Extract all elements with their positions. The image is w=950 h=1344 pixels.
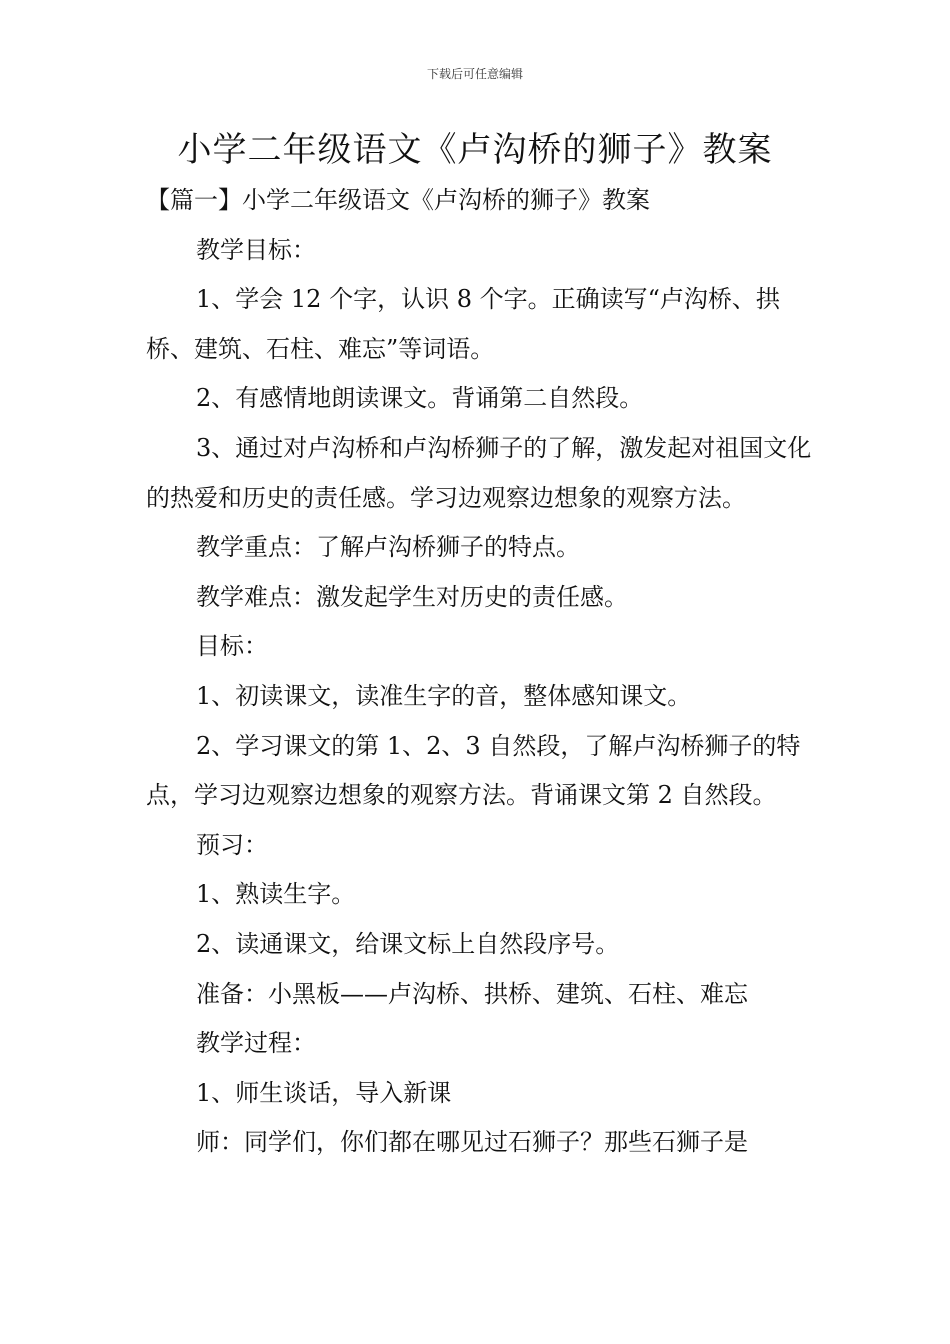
- paragraph-preview-2: 2、读通课文，给课文标上自然段序号。: [196, 929, 620, 958]
- paragraph-section-heading: 【篇一】小学二年级语文《卢沟桥的狮子》教案: [146, 186, 650, 214]
- paragraph-preview-1: 1、熟读生字。: [196, 880, 356, 909]
- paragraph-process-step-1: 1、师生谈话，导入新课: [196, 1078, 452, 1107]
- paragraph-goal-1: 1、学会 12 个字，认识 8 个字。正确读写“卢沟桥、拱桥、建筑、石柱、难忘”等词语。: [146, 285, 780, 363]
- document-title: 小学二年级语文《卢沟桥的狮子》教案: [177, 130, 773, 170]
- paragraph-objective-1: 1、初读课文，读准生字的音，整体感知课文。: [196, 681, 692, 710]
- paragraph-goal-3: 3、通过对卢沟桥和卢沟桥狮子的了解，激发起对祖国文化的热爱和历史的责任感。学习边观察边想象的观察方法。: [146, 433, 812, 512]
- paragraph-teacher-dialogue: 师：同学们，你们都在哪见过石狮子？那些石狮子是: [196, 1128, 748, 1157]
- paragraph-key-point: 教学重点：了解卢沟桥狮子的特点。: [196, 533, 580, 562]
- paragraph-preparation: 准备：小黑板——卢沟桥、拱桥、建筑、石柱、难忘: [196, 979, 748, 1008]
- paragraph-difficult-point: 教学难点：激发起学生对历史的责任感。: [196, 582, 628, 611]
- paragraph-teaching-goals-label: 教学目标：: [196, 235, 316, 264]
- paragraph-process-label: 教学过程：: [196, 1029, 316, 1058]
- paragraph-objective-2: 2、学习课文的第 1、2、3 自然段，了解卢沟桥狮子的特点，学习边观察边想象的观察方法。背诵课文第 2 自然段。: [146, 731, 801, 810]
- paragraph-objectives-label: 目标：: [196, 632, 268, 661]
- paragraph-goal-2: 2、有感情地朗读课文。背诵第二自然段。: [196, 384, 644, 413]
- document-body: [146, 176, 814, 1168]
- header-note: 下载后可任意编辑: [426, 67, 523, 81]
- paragraph-preview-label: 预习：: [196, 830, 268, 859]
